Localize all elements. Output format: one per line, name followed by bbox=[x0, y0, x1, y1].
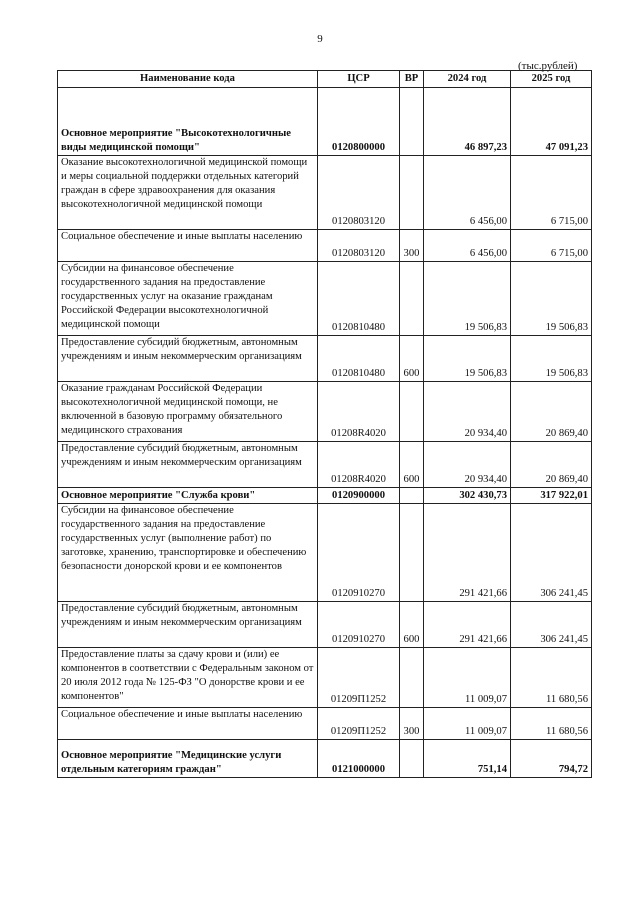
row-name: Субсидии на финансовое обеспечение государственного задания на предоставление государственных услуг (выполнение работ) по заготовке, хранению, транспортировке и обеспечению безопасности донорской крови и ее компонентов bbox=[58, 504, 318, 602]
row-vr: 600 bbox=[400, 602, 424, 648]
row-name: Основное мероприятие "Высокотехнологичные виды медицинской помощи" bbox=[58, 88, 318, 156]
row-name: Предоставление платы за сдачу крови и (или) ее компонентов в соответствии с Федеральным законом от 20 июля 2012 года № 125-ФЗ "О донорстве крови и ее компонентов" bbox=[58, 648, 318, 708]
header-csr: ЦСР bbox=[318, 71, 400, 88]
row-csr: 01208R4020 bbox=[318, 442, 400, 488]
row-value-2024: 19 506,83 bbox=[424, 336, 511, 382]
row-name: Предоставление субсидий бюджетным, автономным учреждениям и иным некоммерческим организациям bbox=[58, 442, 318, 488]
row-csr: 0120810480 bbox=[318, 262, 400, 336]
table-row bbox=[58, 336, 592, 382]
row-vr bbox=[400, 382, 424, 442]
row-vr bbox=[400, 648, 424, 708]
row-value-2024: 20 934,40 bbox=[424, 442, 511, 488]
row-value-2025: 20 869,40 bbox=[511, 442, 592, 488]
row-csr: 0120800000 bbox=[318, 88, 400, 156]
budget-table bbox=[57, 70, 592, 778]
row-vr: 600 bbox=[400, 442, 424, 488]
row-value-2024: 6 456,00 bbox=[424, 156, 511, 230]
row-value-2025: 6 715,00 bbox=[511, 230, 592, 262]
row-value-2025: 11 680,56 bbox=[511, 648, 592, 708]
row-vr bbox=[400, 88, 424, 156]
header-2025: 2025 год bbox=[511, 71, 592, 88]
row-name: Оказание высокотехнологичной медицинской помощи и меры социальной поддержки отдельных категорий граждан в сфере здравоохранения для оказания высокотехнологичной медицинской помощи bbox=[58, 156, 318, 230]
table-row bbox=[58, 230, 592, 262]
row-value-2024: 20 934,40 bbox=[424, 382, 511, 442]
row-value-2025: 306 241,45 bbox=[511, 602, 592, 648]
row-value-2025: 20 869,40 bbox=[511, 382, 592, 442]
row-name: Предоставление субсидий бюджетным, автономным учреждениям и иным некоммерческим организациям bbox=[58, 336, 318, 382]
row-vr bbox=[400, 156, 424, 230]
row-value-2024: 291 421,66 bbox=[424, 602, 511, 648]
row-csr: 0120910270 bbox=[318, 602, 400, 648]
row-name: Основное мероприятие "Медицинские услуги отдельным категориям граждан" bbox=[58, 740, 318, 778]
row-value-2025: 19 506,83 bbox=[511, 336, 592, 382]
row-name: Оказание гражданам Российской Федерации высокотехнологичной медицинской помощи, не включенной в базовую программу обязательного медицинского страхования bbox=[58, 382, 318, 442]
table-body bbox=[58, 88, 592, 778]
row-csr: 0120803120 bbox=[318, 156, 400, 230]
table-row bbox=[58, 504, 592, 602]
row-name: Социальное обеспечение и иные выплаты населению bbox=[58, 708, 318, 740]
row-csr: 0120900000 bbox=[318, 488, 400, 504]
table-row bbox=[58, 382, 592, 442]
row-value-2024: 291 421,66 bbox=[424, 504, 511, 602]
row-value-2025: 794,72 bbox=[511, 740, 592, 778]
table-row bbox=[58, 602, 592, 648]
row-value-2025: 19 506,83 bbox=[511, 262, 592, 336]
row-csr: 01208R4020 bbox=[318, 382, 400, 442]
row-value-2025: 47 091,23 bbox=[511, 88, 592, 156]
header-name: Наименование кода bbox=[58, 71, 318, 88]
row-value-2024: 11 009,07 bbox=[424, 648, 511, 708]
row-csr: 0120803120 bbox=[318, 230, 400, 262]
row-vr: 600 bbox=[400, 336, 424, 382]
row-value-2024: 11 009,07 bbox=[424, 708, 511, 740]
row-csr: 0120910270 bbox=[318, 504, 400, 602]
row-value-2025: 317 922,01 bbox=[511, 488, 592, 504]
row-csr: 0121000000 bbox=[318, 740, 400, 778]
row-csr: 01209П1252 bbox=[318, 648, 400, 708]
header-vr: ВР bbox=[400, 71, 424, 88]
row-value-2024: 6 456,00 bbox=[424, 230, 511, 262]
table-row bbox=[58, 88, 592, 156]
row-csr: 01209П1252 bbox=[318, 708, 400, 740]
row-value-2024: 302 430,73 bbox=[424, 488, 511, 504]
row-name: Основное мероприятие "Служба крови" bbox=[58, 488, 318, 504]
table-row bbox=[58, 262, 592, 336]
row-name: Социальное обеспечение и иные выплаты населению bbox=[58, 230, 318, 262]
row-vr bbox=[400, 740, 424, 778]
row-value-2024: 46 897,23 bbox=[424, 88, 511, 156]
table-row bbox=[58, 442, 592, 488]
page-number: 9 bbox=[317, 33, 323, 45]
row-value-2025: 11 680,56 bbox=[511, 708, 592, 740]
table-header-row bbox=[58, 71, 592, 88]
row-value-2024: 19 506,83 bbox=[424, 262, 511, 336]
row-name: Предоставление субсидий бюджетным, автономным учреждениям и иным некоммерческим организациям bbox=[58, 602, 318, 648]
row-vr: 300 bbox=[400, 708, 424, 740]
table-row bbox=[58, 156, 592, 230]
row-value-2025: 6 715,00 bbox=[511, 156, 592, 230]
row-value-2024: 751,14 bbox=[424, 740, 511, 778]
row-value-2025: 306 241,45 bbox=[511, 504, 592, 602]
table-row bbox=[58, 740, 592, 778]
header-2024: 2024 год bbox=[424, 71, 511, 88]
row-vr bbox=[400, 488, 424, 504]
row-vr bbox=[400, 262, 424, 336]
row-csr: 0120810480 bbox=[318, 336, 400, 382]
units-label: (тыс.рублей) bbox=[518, 60, 578, 72]
table-row bbox=[58, 488, 592, 504]
row-vr: 300 bbox=[400, 230, 424, 262]
row-name: Субсидии на финансовое обеспечение государственного задания на предоставление государственных услуг на оказание гражданам Российской Федерации высокотехнологичной медицинской помощи bbox=[58, 262, 318, 336]
row-vr bbox=[400, 504, 424, 602]
table-row bbox=[58, 648, 592, 708]
table-row bbox=[58, 708, 592, 740]
